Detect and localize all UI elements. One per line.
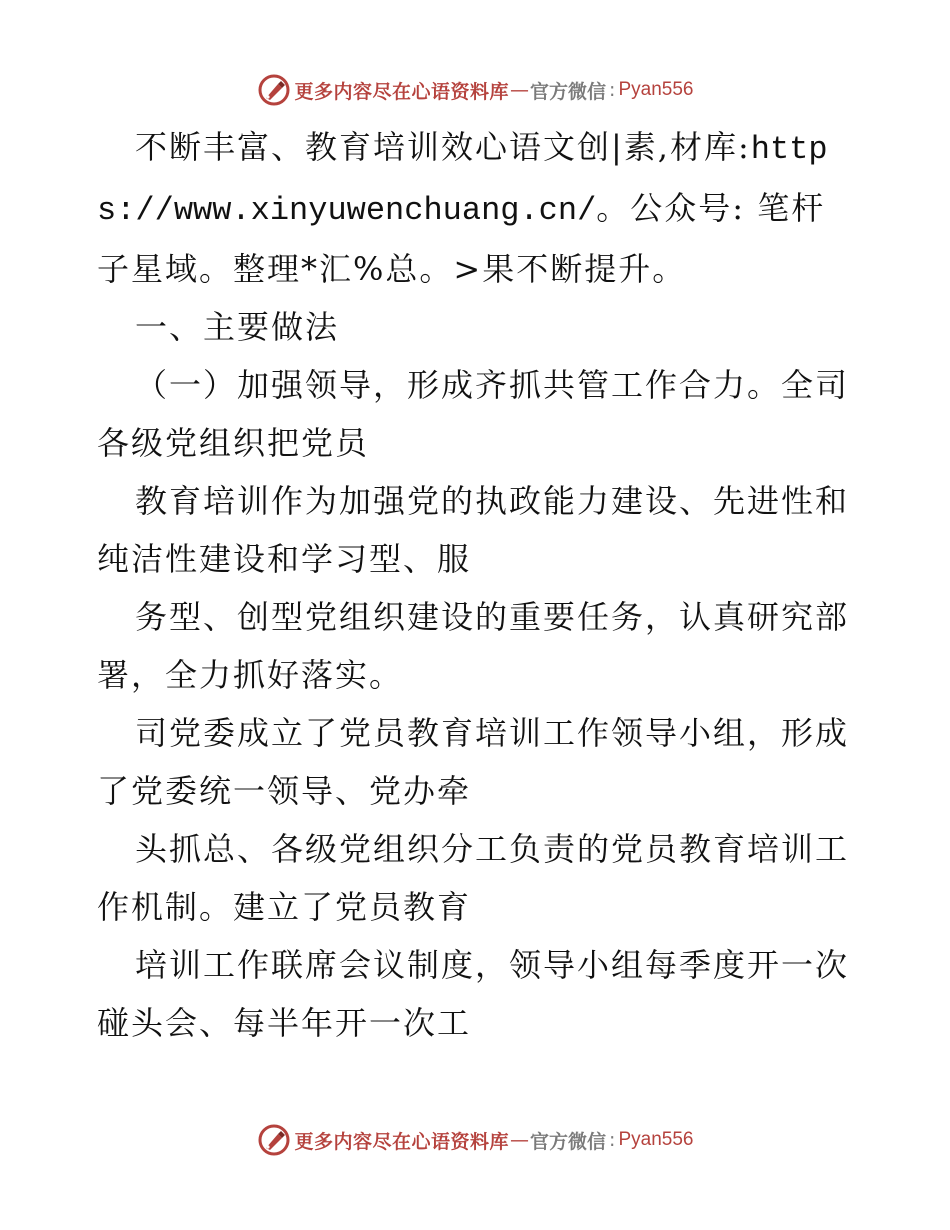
paragraph: （一）加强领导，形成齐抓共管工作合力。全司各级党组织把党员 [97,366,850,462]
paragraph: 司党委成立了党员教育培训工作领导小组，形成了党委统一领导、党办牵 [97,714,850,810]
paragraph-intro-text-b: 。公众号: 笔杆子星域。整理*汇%总。>果不断提升。 [97,189,826,288]
pen-logo-icon [257,73,291,107]
watermark-site-text: 更多内容尽在心语资料库 [294,1130,510,1153]
paragraph: 培训工作联席会议制度，领导小组每季度开一次碰头会、每半年开一次工 [97,946,850,1042]
watermark-separator: : [609,1129,616,1151]
paragraph-intro [97,118,857,298]
pen-logo-icon [257,1123,291,1157]
paragraph: 头抓总、各级党组织分工负责的党员教育培训工作机制。建立了党员教育 [97,830,850,926]
document-body [97,118,857,1052]
watermark-dash: — [510,79,530,101]
section-heading: 一、主要做法 [135,308,340,346]
footer-watermark [0,1120,950,1160]
watermark-separator: : [609,79,616,101]
source-url: https://www.xinyuwenchuang.cn/ [97,131,828,229]
header-watermark [0,70,950,110]
paragraph: 教育培训作为加强党的执政能力建设、先进性和纯洁性建设和学习型、服 [97,482,850,578]
watermark-wechat-label: 官方微信 [530,80,607,103]
watermark-wechat-label: 官方微信 [530,1130,607,1153]
watermark-wechat-id: Pyan556 [618,79,694,100]
paragraph-intro-text-a: 不断丰富、教育培训效心语文创|素,材库: [135,128,751,166]
watermark-dash: — [510,1129,530,1151]
watermark-site-text: 更多内容尽在心语资料库 [294,80,510,103]
watermark-wechat-id: Pyan556 [618,1129,694,1150]
paragraph: 务型、创型党组织建设的重要任务，认真研究部署，全力抓好落实。 [97,598,850,694]
